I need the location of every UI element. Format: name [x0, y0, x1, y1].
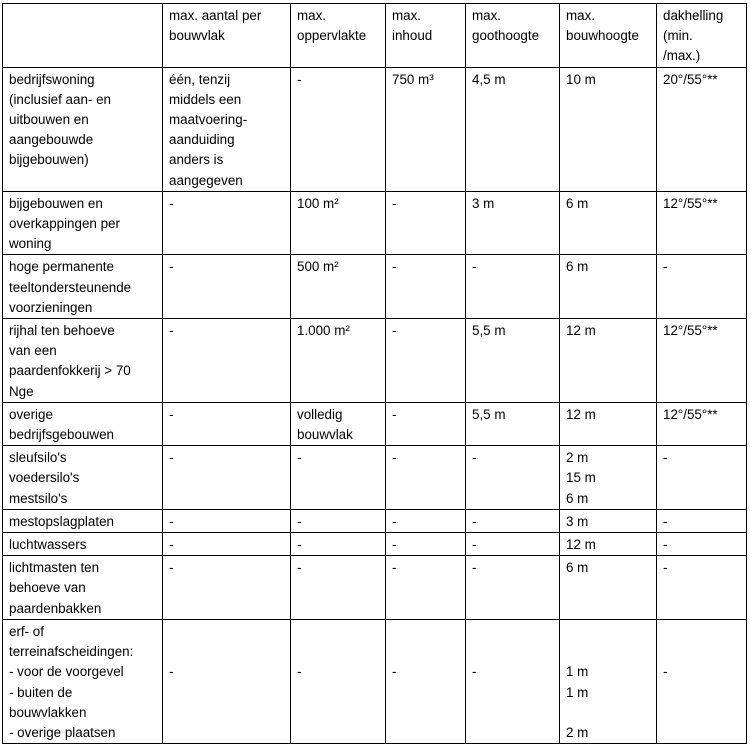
table-row [3, 402, 747, 445]
cell-max-aantal: - [163, 509, 291, 532]
cell-max-inhoud: - [386, 191, 466, 255]
cell-max-aantal: - [163, 319, 291, 403]
cell-max-oppervlakte: 100 m² [291, 191, 386, 255]
row-label: mestopslagplaten [3, 509, 163, 532]
cell-max-oppervlakte: - [291, 619, 386, 743]
cell-max-inhoud: - [386, 533, 466, 556]
table-row [3, 533, 747, 556]
cell-max-bouwhoogte: 12 m [560, 533, 657, 556]
header-cell-max-aantal: max. aantal per bouwvlak [163, 4, 291, 68]
header-cell-max-bouwhoogte: max. bouwhoogte [560, 4, 657, 68]
cell-max-bouwhoogte: 2 m 15 m 6 m [560, 446, 657, 510]
cell-dakhelling: - [657, 619, 747, 743]
cell-max-aantal: - [163, 533, 291, 556]
cell-max-aantal: - [163, 402, 291, 445]
cell-max-inhoud: - [386, 556, 466, 620]
cell-max-goothoogte: - [466, 533, 560, 556]
row-label: sleufsilo's voedersilo's mestsilo's [3, 446, 163, 510]
cell-max-oppervlakte: 1.000 m² [291, 319, 386, 403]
cell-max-aantal: - [163, 556, 291, 620]
row-label: erf- of terreinafscheidingen: - voor de voorgevel - buiten de bouwvlakken - overige plaatsen [3, 619, 163, 743]
cell-max-goothoogte: - [466, 255, 560, 319]
cell-max-inhoud: 750 m³ [386, 67, 466, 191]
cell-max-oppervlakte: 500 m² [291, 255, 386, 319]
cell-dakhelling: - [657, 255, 747, 319]
header-cell-dakhelling: dakhelling (min. /max.) [657, 4, 747, 68]
cell-max-oppervlakte: - [291, 509, 386, 532]
cell-dakhelling: - [657, 509, 747, 532]
cell-max-bouwhoogte: 6 m [560, 556, 657, 620]
cell-max-goothoogte: 5,5 m [466, 319, 560, 403]
row-label: rijhal ten behoeve van een paardenfokkerij > 70 Nge [3, 319, 163, 403]
table-row [3, 619, 747, 743]
row-label: lichtmasten ten behoeve van paardenbakken [3, 556, 163, 620]
cell-dakhelling: - [657, 446, 747, 510]
cell-max-aantal: - [163, 255, 291, 319]
table-row [3, 446, 747, 510]
cell-max-oppervlakte: - [291, 533, 386, 556]
table-row [3, 509, 747, 532]
cell-max-inhoud: - [386, 255, 466, 319]
cell-max-oppervlakte: volledig bouwvlak [291, 402, 386, 445]
cell-dakhelling: - [657, 556, 747, 620]
row-label: bedrijfswoning (inclusief aan- en uitbouwen en aangebouwde bijgebouwen) [3, 67, 163, 191]
header-row [3, 4, 747, 68]
table-row [3, 191, 747, 255]
cell-max-goothoogte: 3 m [466, 191, 560, 255]
cell-max-inhoud: - [386, 509, 466, 532]
table-row [3, 319, 747, 403]
cell-max-inhoud: - [386, 446, 466, 510]
cell-dakhelling: 20°/55°** [657, 67, 747, 191]
cell-dakhelling: - [657, 533, 747, 556]
header-cell-max-inhoud: max. inhoud [386, 4, 466, 68]
cell-max-bouwhoogte: 3 m [560, 509, 657, 532]
cell-max-goothoogte: 4,5 m [466, 67, 560, 191]
table-row [3, 255, 747, 319]
cell-max-aantal: - [163, 191, 291, 255]
row-label: bijgebouwen en overkappingen per woning [3, 191, 163, 255]
cell-max-goothoogte: - [466, 446, 560, 510]
cell-max-bouwhoogte: 12 m [560, 319, 657, 403]
cell-max-goothoogte: - [466, 619, 560, 743]
cell-max-bouwhoogte: 6 m [560, 255, 657, 319]
row-label: luchtwassers [3, 533, 163, 556]
cell-max-inhoud: - [386, 402, 466, 445]
table-row [3, 556, 747, 620]
maatvoering-table [2, 3, 747, 744]
header-cell-max-oppervlakte: max. oppervlakte [291, 4, 386, 68]
cell-max-aantal: - [163, 619, 291, 743]
cell-max-inhoud: - [386, 319, 466, 403]
cell-max-bouwhoogte: 12 m [560, 402, 657, 445]
cell-dakhelling: 12°/55°** [657, 319, 747, 403]
cell-max-oppervlakte: - [291, 67, 386, 191]
cell-max-aantal: - [163, 446, 291, 510]
cell-max-goothoogte: - [466, 556, 560, 620]
cell-dakhelling: 12°/55°** [657, 402, 747, 445]
row-label: overige bedrijfsgebouwen [3, 402, 163, 445]
cell-max-oppervlakte: - [291, 556, 386, 620]
cell-max-oppervlakte: - [291, 446, 386, 510]
cell-max-bouwhoogte: 6 m [560, 191, 657, 255]
header-cell-max-goothoogte: max. goothoogte [466, 4, 560, 68]
cell-max-goothoogte: 5,5 m [466, 402, 560, 445]
header-cell-category [3, 4, 163, 68]
cell-max-aantal: één, tenzij middels een maatvoering- aanduiding anders is aangegeven [163, 67, 291, 191]
cell-dakhelling: 12°/55°** [657, 191, 747, 255]
cell-max-bouwhoogte: 10 m [560, 67, 657, 191]
cell-max-inhoud: - [386, 619, 466, 743]
table-row [3, 67, 747, 191]
cell-max-goothoogte: - [466, 509, 560, 532]
cell-max-bouwhoogte: 1 m 1 m 2 m [560, 619, 657, 743]
row-label: hoge permanente teeltondersteunende voorzieningen [3, 255, 163, 319]
